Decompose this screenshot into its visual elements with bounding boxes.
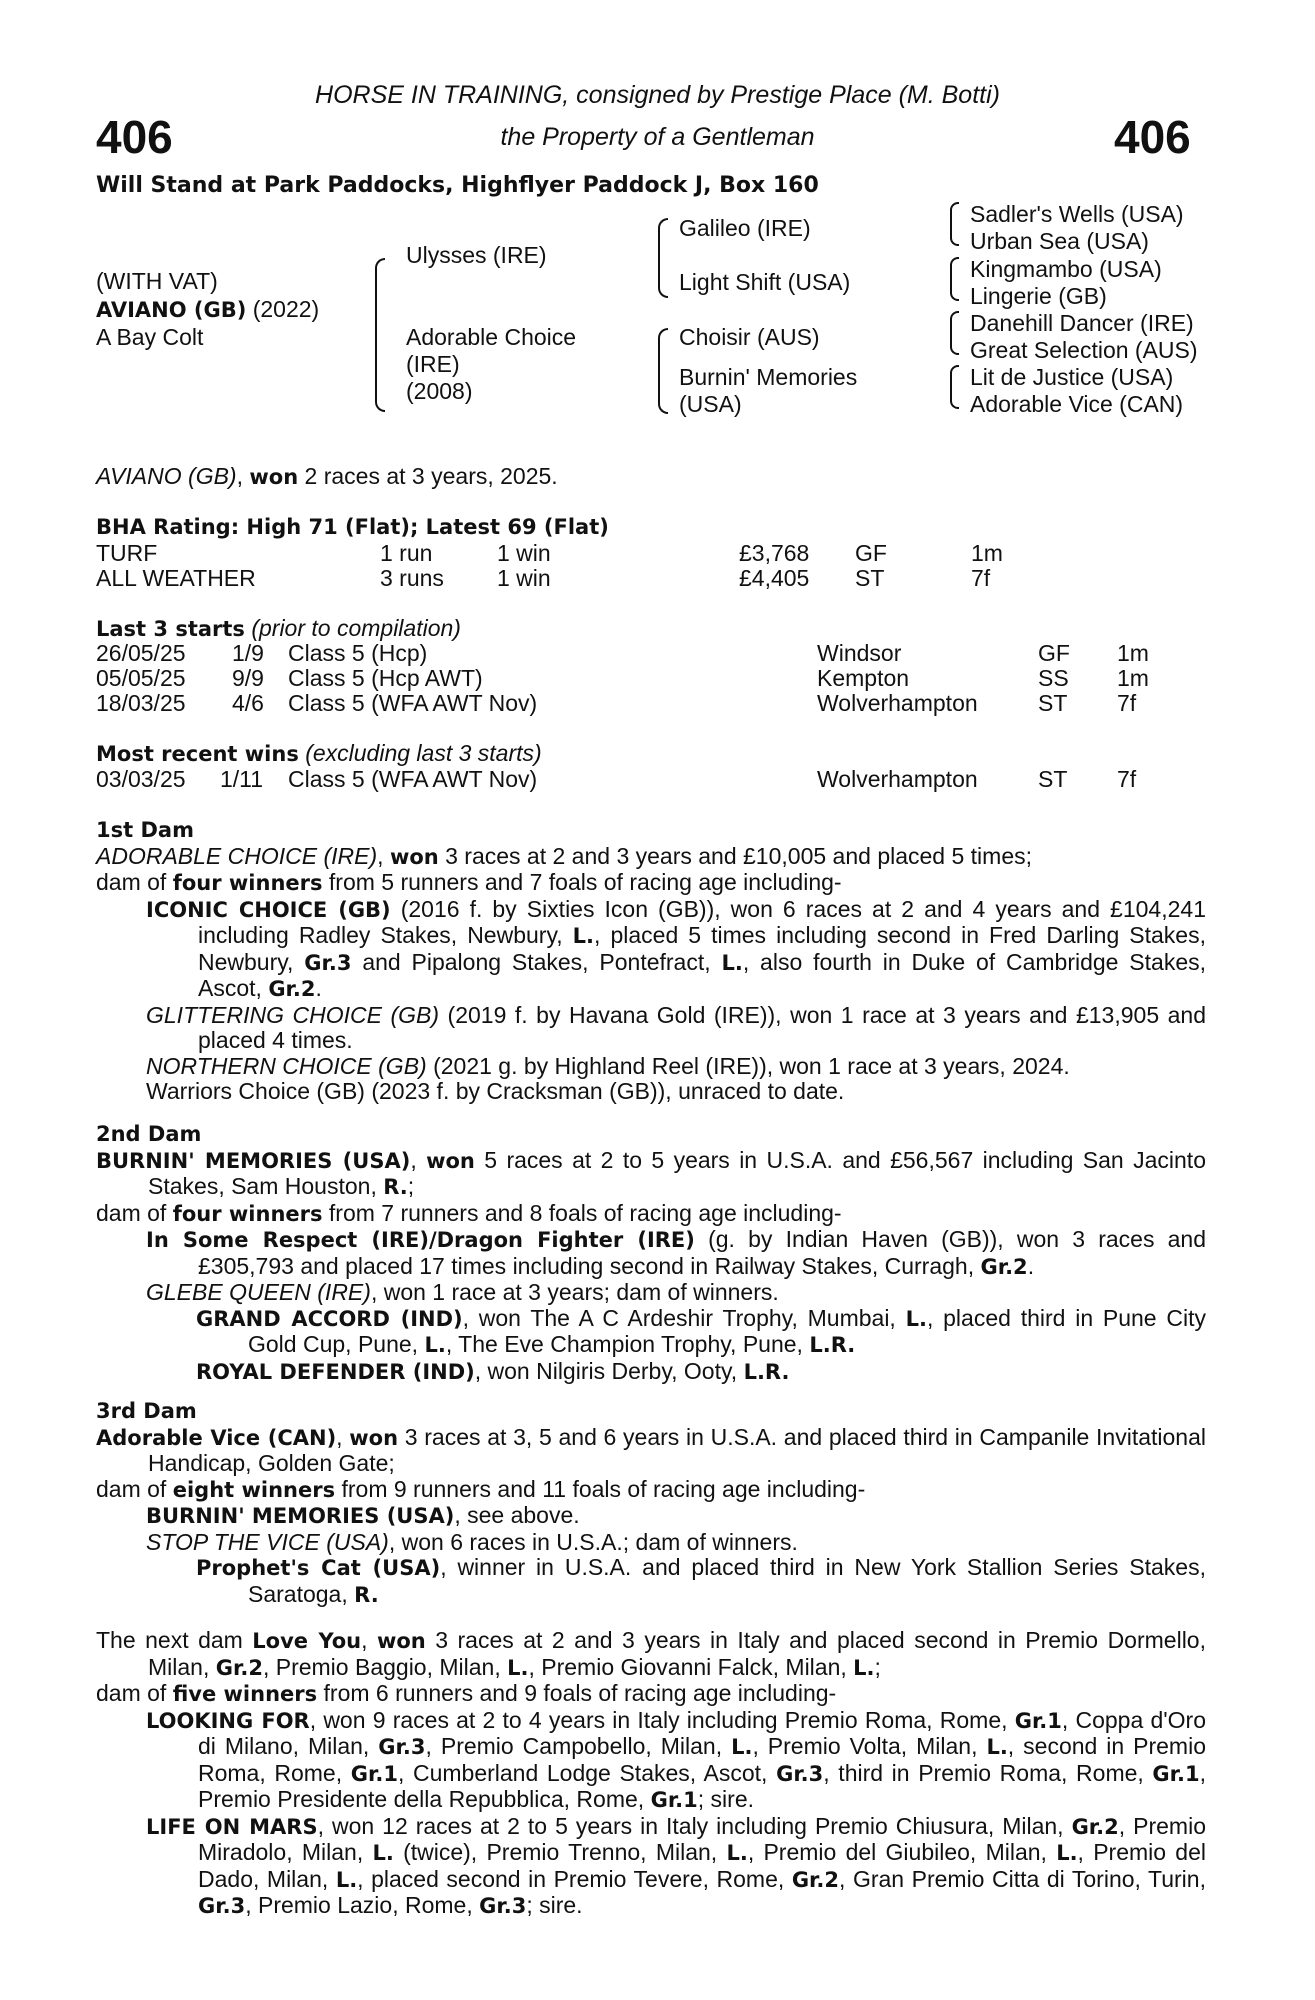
first-dam-produce-1: ICONIC CHOICE (GB) (2016 f. by Sixties Icon (GB)), won 6 races at 2 and 4 years and £104,241 including Radley Stakes, Newbury, L., placed 5 times including second in Fred Darling Stakes, Newbury, Gr.3 and Pipalong Stakes, Pontefract, L., also fourth in Duke of Cambridge Stakes, Ascot, Gr.2.: [146, 895, 1207, 1001]
win-going-1: ST: [1038, 766, 1068, 792]
dam-dam-line2: (USA): [679, 391, 742, 417]
start-pos-2: 9/9: [232, 665, 264, 691]
third-dam-grandchild-1: Prophet's Cat (USA), winner in U.S.A. and placed third in New York Stallion Series Stakes, Saratoga, R.: [196, 1554, 1206, 1607]
g3-ancestor-3: Kingmambo (USA): [970, 256, 1162, 282]
last-starts-heading: [96, 615, 461, 642]
start-date-2: 05/05/25: [96, 665, 186, 691]
third-dam-name: Adorable Vice (CAN): [96, 1425, 337, 1450]
start-race-2: Class 5 (Hcp AWT): [288, 665, 483, 691]
third-dam-line2: dam of eight winners from 9 runners and 11 foals of racing age including-: [96, 1475, 866, 1502]
rating-wins-1: 1 win: [497, 540, 551, 566]
summary-won: won: [249, 465, 299, 489]
start-pos-3: 4/6: [232, 690, 264, 716]
dam-sire: Choisir (AUS): [679, 324, 820, 350]
stand-location: Will Stand at Park Paddocks, Highflyer Paddock J, Box 160: [96, 173, 819, 198]
rating-surface-1: TURF: [96, 540, 158, 566]
rating-going-2: ST: [855, 565, 885, 591]
pedigree-bracket-gen1: [375, 258, 385, 412]
lot-number-right: 406: [1114, 111, 1191, 163]
g3-ancestor-2: Urban Sea (USA): [970, 228, 1149, 254]
recent-wins-title: Most recent wins: [96, 742, 299, 766]
third-dam-section: [96, 1399, 1206, 1608]
first-dam-section: [96, 818, 1206, 1105]
first-dam-produce-4: Warriors Choice (GB) (2023 f. by Cracksman (GB)), unraced to date.: [146, 1078, 845, 1104]
start-pos-1: 1/9: [232, 640, 264, 666]
first-dam-produce-3: NORTHERN CHOICE (GB) (2021 g. by Highland Reel (IRE)), won 1 race at 3 years, 2024.: [146, 1052, 1070, 1079]
third-dam-title: 3rd Dam: [96, 1399, 197, 1423]
rating-surface-2: ALL WEATHER: [96, 565, 256, 591]
g3-ancestor-5: Danehill Dancer (IRE): [970, 310, 1194, 336]
first-dam-won: won: [389, 844, 439, 869]
second-dam-section: [96, 1122, 1206, 1385]
rating-prize-2: £4,405: [739, 565, 810, 591]
rating-wins-2: 1 win: [497, 565, 551, 591]
next-dam-line2: dam of five winners from 6 runners and 9 foals of racing age including-: [96, 1680, 837, 1706]
second-dam-title: 2nd Dam: [96, 1122, 202, 1146]
second-dam-name: BURNIN' MEMORIES (USA): [96, 1148, 411, 1173]
start-going-1: GF: [1038, 640, 1070, 666]
dam-line2: (IRE): [406, 351, 460, 377]
pedigree-bracket-g3-3: [950, 311, 959, 355]
recent-wins-heading: [96, 740, 542, 767]
rating-going-1: GF: [855, 540, 887, 566]
horse-year: (2022): [246, 296, 320, 322]
start-going-2: SS: [1038, 665, 1069, 691]
last-starts-note: (prior to compilation): [244, 615, 461, 641]
rating-dist-1: 1m: [971, 540, 1003, 566]
summary-horse-name: AVIANO (GB): [96, 463, 237, 489]
win-dist-1: 7f: [1117, 766, 1137, 792]
first-dam-produce-2: GLITTERING CHOICE (GB) (2019 f. by Havana Gold (IRE)), won 1 race at 3 years and £13,905 and placed 4 times.: [146, 1001, 1206, 1053]
g3-ancestor-6: Great Selection (AUS): [970, 337, 1198, 363]
start-course-1: Windsor: [817, 640, 902, 666]
g3-ancestor-7: Lit de Justice (USA): [970, 364, 1174, 390]
last-starts-title: Last 3 starts: [96, 617, 245, 641]
dam-line3: (2008): [406, 378, 473, 404]
pedigree-bracket-g3-1: [950, 202, 959, 246]
summary-rest: 2 races at 3 years, 2025.: [298, 463, 558, 489]
sire: Ulysses (IRE): [406, 242, 547, 268]
second-dam-grandchild-1: GRAND ACCORD (IND), won The A C Ardeshir Trophy, Mumbai, L., placed third in Pune City Gold Cup, Pune, L., The Eve Champion Trophy, Pune, L.R.: [196, 1304, 1206, 1357]
g3-ancestor-4: Lingerie (GB): [970, 283, 1107, 309]
start-race-3: Class 5 (WFA AWT Nov): [288, 690, 538, 716]
start-race-1: Class 5 (Hcp): [288, 640, 428, 666]
start-dist-1: 1m: [1117, 640, 1149, 666]
first-dam-name: ADORABLE CHOICE (IRE): [96, 842, 378, 869]
pedigree-bracket-sire: [658, 218, 668, 298]
start-course-2: Kempton: [817, 665, 910, 691]
pedigree-bracket-g3-4: [950, 365, 959, 409]
start-course-3: Wolverhampton: [817, 690, 978, 716]
pedigree-bracket-g3-2: [950, 257, 959, 301]
dam-dam-line1: Burnin' Memories: [679, 364, 858, 390]
rating-title: BHA Rating: High 71 (Flat); Latest 69 (Flat): [96, 515, 609, 539]
win-pos-1: 1/11: [220, 766, 264, 792]
recent-wins-note: (excluding last 3 starts): [298, 740, 542, 766]
second-dam-grandchild-2: ROYAL DEFENDER (IND), won Nilgiris Derby, Ooty, L.R.: [196, 1357, 790, 1384]
next-dam-line1: The next dam Love You, won 3 races at 2 and 3 years in Italy and placed second in Premio Dormello, Milan, Gr.2, Premio Baggio, Milan, L., Premio Giovanni Falck, Milan, L.;: [96, 1627, 1206, 1680]
next-dam-section: [96, 1628, 1206, 1920]
first-dam-winners-count: four winners: [172, 871, 323, 895]
start-date-1: 26/05/25: [96, 640, 186, 666]
horse-description: A Bay Colt: [96, 324, 204, 350]
rating-dist-2: 7f: [971, 565, 991, 591]
win-date-1: 03/03/25: [96, 766, 186, 792]
dam-line1: Adorable Choice: [406, 324, 577, 350]
rating-runs-2: 3 runs: [380, 565, 444, 591]
sire-dam: Light Shift (USA): [679, 269, 851, 295]
start-dist-2: 1m: [1117, 665, 1149, 691]
g3-ancestor-8: Adorable Vice (CAN): [970, 391, 1184, 417]
vat-note: (WITH VAT): [96, 268, 218, 294]
first-dam-title: 1st Dam: [96, 818, 194, 842]
start-date-3: 18/03/25: [96, 690, 186, 716]
second-dam-line1: BURNIN' MEMORIES (USA), won 5 races at 2 to 5 years in U.S.A. and £56,567 including San Jacinto Stakes, Sam Houston, R.;: [96, 1146, 1206, 1199]
horse-name: AVIANO (GB): [96, 298, 247, 322]
second-dam-line2: dam of four winners from 7 runners and 8 foals of racing age including-: [96, 1199, 842, 1226]
rating-runs-1: 1 run: [380, 540, 433, 566]
property-line: the Property of a Gentleman: [500, 123, 815, 151]
third-dam-line1: Adorable Vice (CAN), won 3 races at 3, 5 and 6 years in U.S.A. and placed third in Campanile Invitational Handicap, Golden Gate;: [96, 1423, 1207, 1476]
win-race-1: Class 5 (WFA AWT Nov): [288, 766, 538, 792]
next-dam-produce-2: LIFE ON MARS, won 12 races at 2 to 5 years in Italy including Premio Chiusura, Milan, Gr.2, Premio Miradolo, Milan, L. (twice), Premio Trenno, Milan, L., Premio del Giubileo, Milan, L., Premio del Dado, Milan, L., placed second in Premio Tevere, Rome, Gr.2, Gran Premio Citta di Torino, Turin, Gr.3, Premio Lazio, Rome, Gr.3; sire.: [146, 1812, 1207, 1918]
second-dam-produce-2: GLEBE QUEEN (IRE), won 1 race at 3 years; dam of winners.: [146, 1279, 779, 1305]
first-dam-line2: dam of four winners from 5 runners and 7 foals of racing age including-: [96, 869, 842, 895]
start-going-3: ST: [1038, 690, 1068, 716]
sire-sire: Galileo (IRE): [679, 215, 811, 241]
third-dam-produce-2: STOP THE VICE (USA), won 6 races in U.S.A.; dam of winners.: [146, 1528, 798, 1555]
pedigree-bracket-dam: [658, 328, 668, 414]
third-dam-produce-1: BURNIN' MEMORIES (USA), see above.: [146, 1502, 580, 1528]
horse-title: [96, 296, 319, 323]
g3-ancestor-1: Sadler's Wells (USA): [970, 201, 1184, 227]
race-summary: AVIANO (GB), won 2 races at 3 years, 2025.: [96, 463, 558, 489]
first-dam-line1: ADORABLE CHOICE (IRE), won 3 races at 2 and 3 years and £10,005 and placed 5 times;: [96, 842, 1033, 869]
win-course-1: Wolverhampton: [817, 766, 978, 792]
next-dam-name: Love You: [252, 1629, 362, 1653]
lot-number-left: 406: [96, 111, 173, 163]
start-dist-3: 7f: [1117, 690, 1137, 716]
consignment-line: HORSE IN TRAINING, consigned by Prestige Place (M. Botti): [315, 81, 1000, 109]
next-dam-produce-1: LOOKING FOR, won 9 races at 2 to 4 years in Italy including Premio Roma, Rome, Gr.1, Coppa d'Oro di Milano, Milan, Gr.3, Premio Campobello, Milan, L., Premio Volta, Milan, L., second in Premio Roma, Rome, Gr.1, Cumberland Lodge Stakes, Ascot, Gr.3, third in Premio Roma, Rome, Gr.1, Premio Presidente della Repubblica, Rome, Gr.1; sire.: [146, 1706, 1207, 1812]
rating-prize-1: £3,768: [739, 540, 810, 566]
second-dam-produce-1: In Some Respect (IRE)/Dragon Fighter (IRE) (g. by Indian Haven (GB)), won 3 races and £305,793 and placed 17 times including second in Railway Stakes, Curragh, Gr.2.: [146, 1226, 1207, 1279]
